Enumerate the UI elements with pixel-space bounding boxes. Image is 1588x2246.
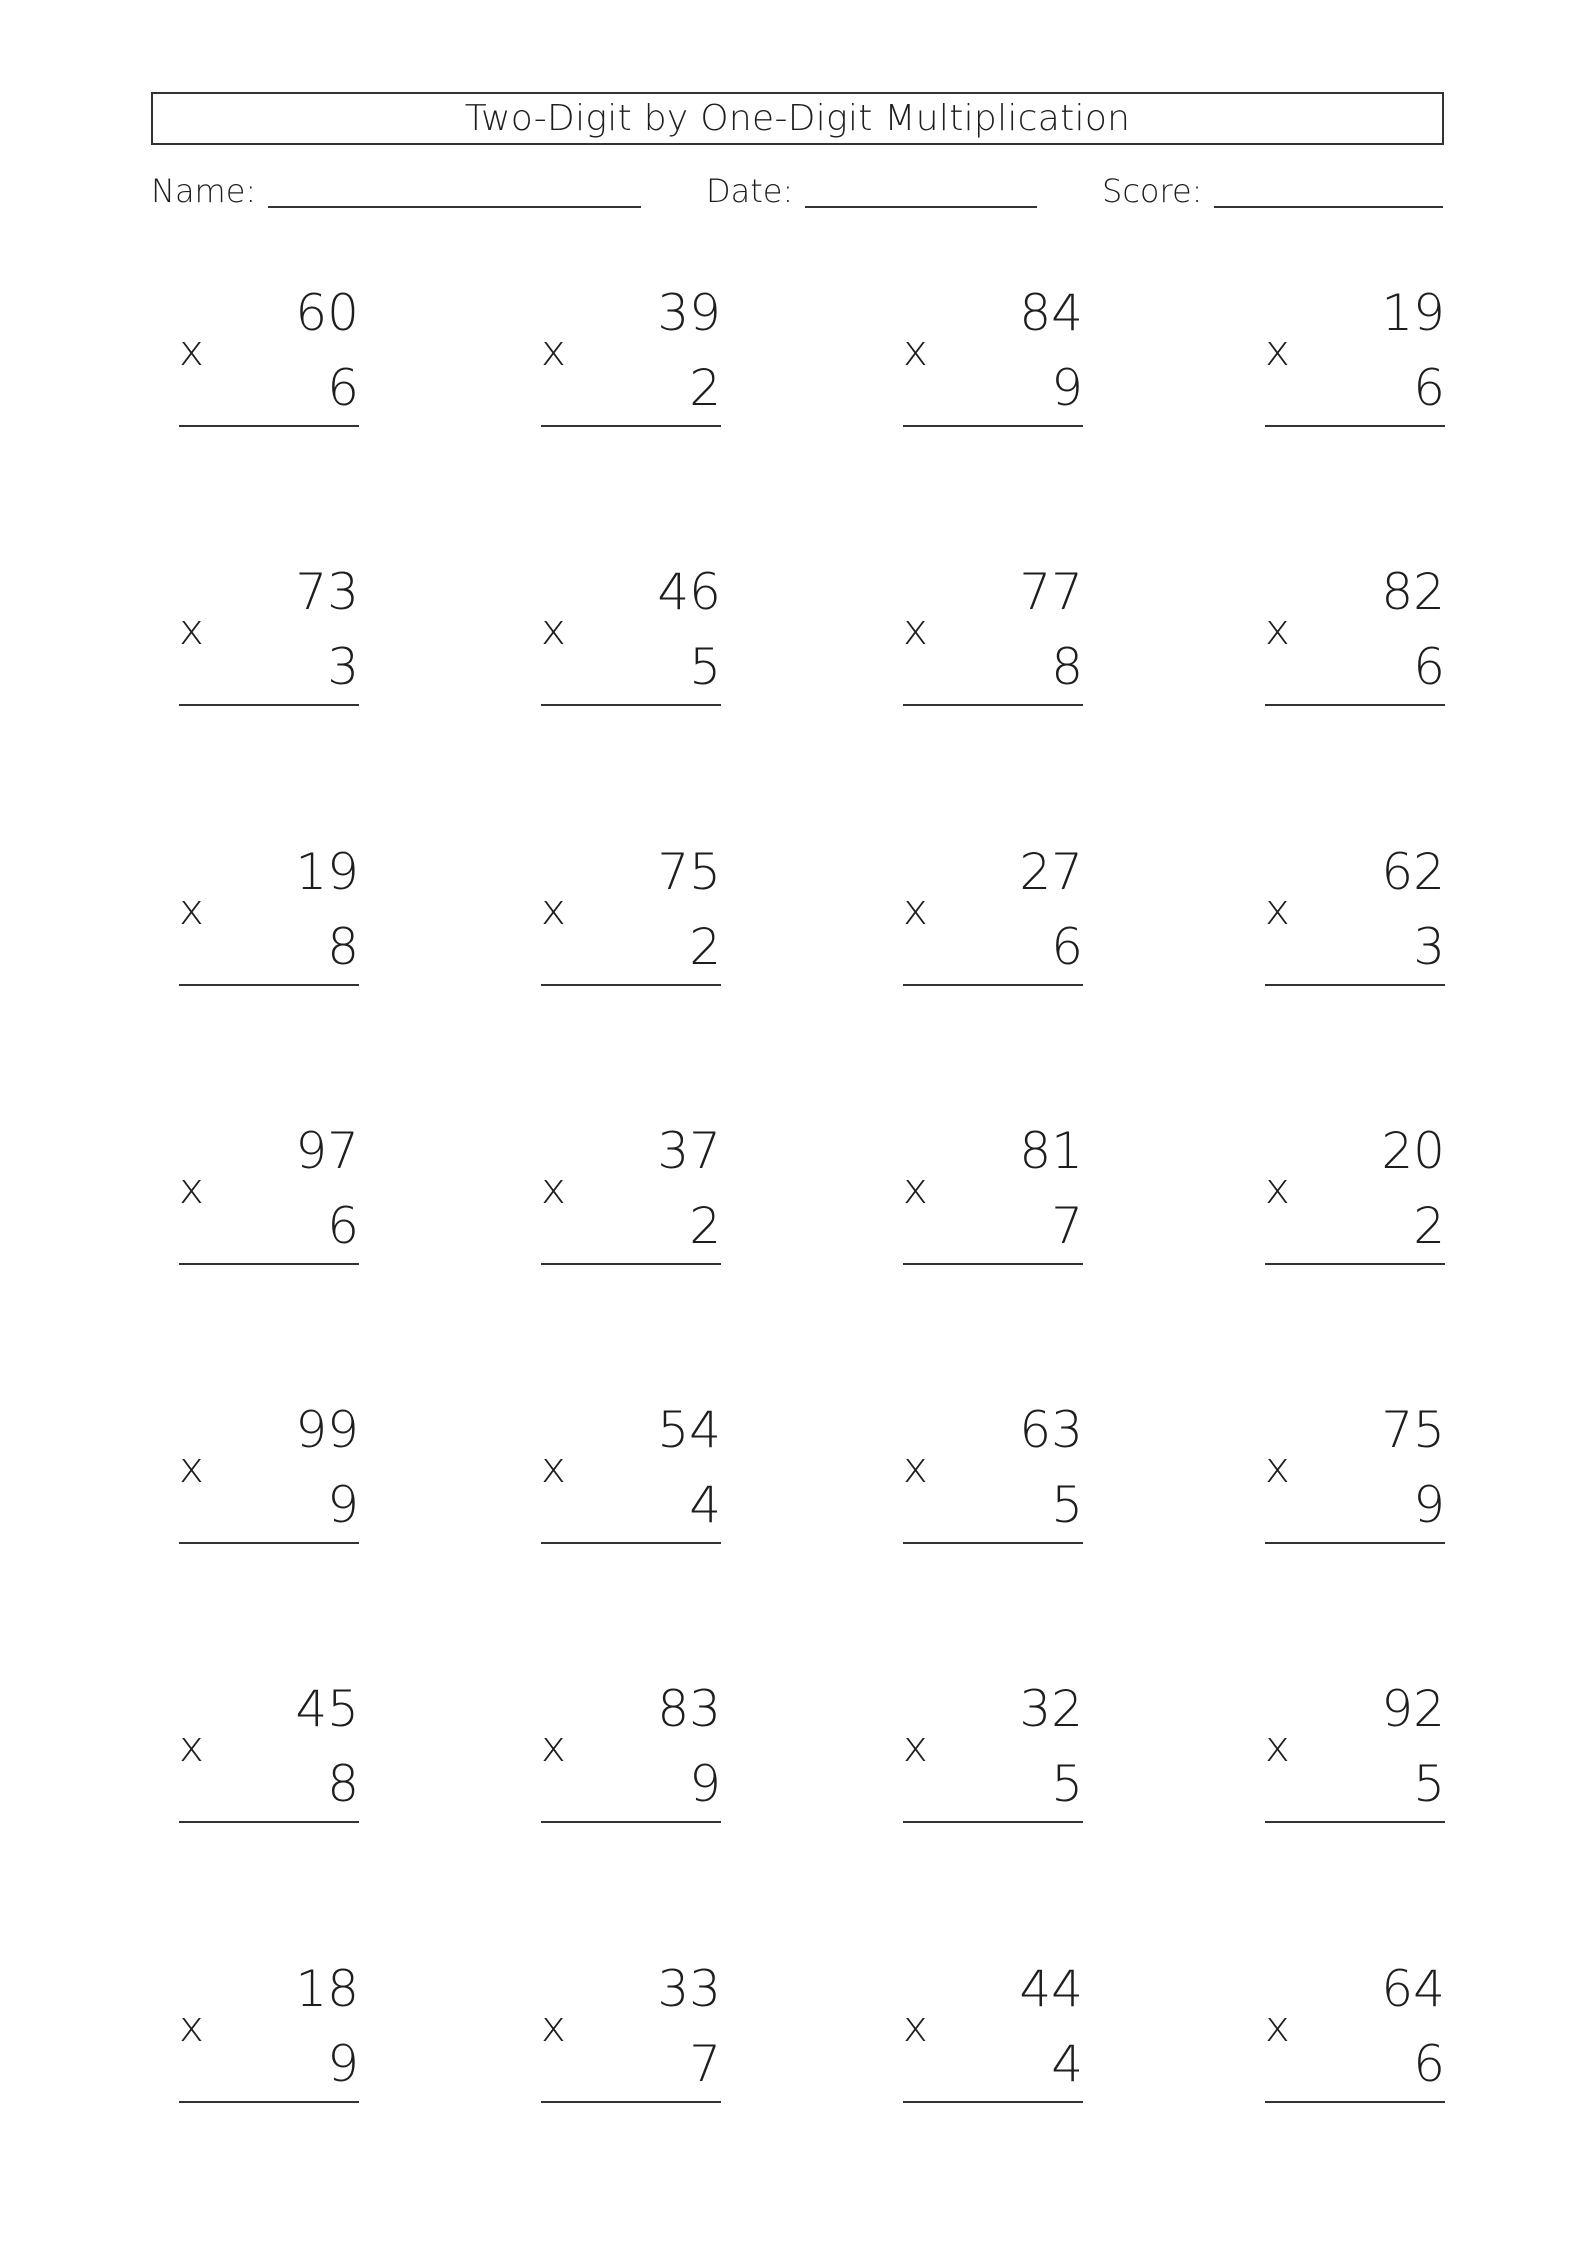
multiplicand: 84 [1019,284,1083,342]
multiplier: 4 [1051,2035,1083,2093]
multiply-sign: x [1265,885,1290,934]
multiplier: 6 [1051,918,1083,976]
answer-line[interactable] [541,1542,721,1544]
answer-line[interactable] [179,1821,359,1823]
multiply-sign: x [541,605,566,654]
problem-4 [1265,283,1445,443]
answer-line[interactable] [903,425,1083,427]
multiplier: 8 [327,918,359,976]
score-label: Score: [1102,172,1203,210]
multiply-sign: x [903,1722,928,1771]
problem-15 [903,1121,1083,1281]
multiply-sign: x [541,885,566,934]
multiplier: 9 [1413,1476,1445,1534]
multiply-sign: x [903,326,928,375]
problem-25 [179,1959,359,2119]
multiplier: 6 [1413,2035,1445,2093]
problem-9 [179,842,359,1002]
multiplier: 9 [327,1476,359,1534]
problem-26 [541,1959,721,2119]
answer-line[interactable] [541,425,721,427]
multiply-sign: x [541,1164,566,1213]
multiplicand: 19 [1381,284,1445,342]
multiplier: 4 [689,1476,721,1534]
problem-23 [903,1679,1083,1839]
multiplier: 6 [327,359,359,417]
multiplicand: 60 [295,284,359,342]
answer-line[interactable] [541,1821,721,1823]
answer-line[interactable] [179,2101,359,2103]
multiply-sign: x [541,1443,566,1492]
multiplicand: 33 [657,1960,721,2018]
multiplier: 5 [1051,1476,1083,1534]
problem-13 [179,1121,359,1281]
problem-17 [179,1400,359,1560]
name-label: Name: [151,172,257,210]
multiply-sign: x [1265,326,1290,375]
multiplier: 9 [1051,359,1083,417]
answer-line[interactable] [541,984,721,986]
multiplier: 9 [327,2035,359,2093]
answer-line[interactable] [1265,704,1445,706]
answer-line[interactable] [541,2101,721,2103]
problem-8 [1265,562,1445,722]
multiply-sign: x [541,1722,566,1771]
multiplicand: 45 [295,1680,359,1738]
problem-14 [541,1121,721,1281]
multiplier: 8 [1051,638,1083,696]
problem-16 [1265,1121,1445,1281]
answer-line[interactable] [1265,984,1445,986]
answer-line[interactable] [179,704,359,706]
multiply-sign: x [179,1722,204,1771]
multiply-sign: x [179,885,204,934]
problem-10 [541,842,721,1002]
multiplicand: 97 [295,1122,359,1180]
answer-line[interactable] [1265,1542,1445,1544]
problem-12 [1265,842,1445,1002]
multiply-sign: x [179,2002,204,2051]
problem-11 [903,842,1083,1002]
problem-18 [541,1400,721,1560]
answer-line[interactable] [179,984,359,986]
multiplicand: 82 [1381,563,1445,621]
answer-line[interactable] [541,704,721,706]
multiplier: 5 [689,638,721,696]
answer-line[interactable] [179,1263,359,1265]
problem-27 [903,1959,1083,2119]
answer-line[interactable] [179,425,359,427]
multiplicand: 81 [1019,1122,1083,1180]
multiplicand: 27 [1019,843,1083,901]
problem-22 [541,1679,721,1839]
multiplicand: 54 [657,1401,721,1459]
multiplicand: 62 [1381,843,1445,901]
multiplier: 3 [327,638,359,696]
multiply-sign: x [179,1164,204,1213]
multiply-sign: x [1265,605,1290,654]
multiplier: 6 [1413,638,1445,696]
answer-line[interactable] [903,1263,1083,1265]
multiplier: 9 [689,1755,721,1813]
multiplicand: 75 [657,843,721,901]
multiplicand: 46 [657,563,721,621]
multiplicand: 18 [295,1960,359,2018]
multiply-sign: x [179,1443,204,1492]
multiplier: 2 [1413,1197,1445,1255]
answer-line[interactable] [1265,1263,1445,1265]
multiplier: 8 [327,1755,359,1813]
multiplicand: 75 [1381,1401,1445,1459]
problem-28 [1265,1959,1445,2119]
multiply-sign: x [903,605,928,654]
answer-line[interactable] [903,1821,1083,1823]
multiply-sign: x [903,1443,928,1492]
multiply-sign: x [1265,1164,1290,1213]
multiplier: 7 [689,2035,721,2093]
answer-line[interactable] [541,1263,721,1265]
answer-line[interactable] [179,1542,359,1544]
problem-6 [541,562,721,722]
problem-2 [541,283,721,443]
answer-line[interactable] [903,2101,1083,2103]
multiplicand: 63 [1019,1401,1083,1459]
multiplicand: 73 [295,563,359,621]
multiplier: 7 [1051,1197,1083,1255]
multiplicand: 83 [657,1680,721,1738]
multiply-sign: x [903,2002,928,2051]
multiply-sign: x [541,2002,566,2051]
problem-7 [903,562,1083,722]
multiply-sign: x [179,605,204,654]
multiplier: 5 [1413,1755,1445,1813]
problem-19 [903,1400,1083,1560]
multiplier: 2 [689,1197,721,1255]
multiplier: 6 [1413,359,1445,417]
multiplier: 6 [327,1197,359,1255]
multiplicand: 77 [1019,563,1083,621]
problem-21 [179,1679,359,1839]
multiply-sign: x [1265,2002,1290,2051]
multiplicand: 92 [1381,1680,1445,1738]
date-label: Date: [706,172,794,210]
answer-line[interactable] [1265,2101,1445,2103]
multiplier: 3 [1413,918,1445,976]
multiply-sign: x [541,326,566,375]
multiply-sign: x [1265,1722,1290,1771]
multiplicand: 32 [1019,1680,1083,1738]
multiplicand: 20 [1381,1122,1445,1180]
answer-line[interactable] [903,704,1083,706]
multiply-sign: x [179,326,204,375]
multiplier: 2 [689,359,721,417]
problem-20 [1265,1400,1445,1560]
multiply-sign: x [903,1164,928,1213]
worksheet-title: Two-Digit by One-Digit Multiplication [151,92,1444,145]
answer-line[interactable] [1265,1821,1445,1823]
answer-line[interactable] [1265,425,1445,427]
problem-1 [179,283,359,443]
multiply-sign: x [1265,1443,1290,1492]
multiplicand: 64 [1381,1960,1445,2018]
answer-line[interactable] [903,1542,1083,1544]
problem-5 [179,562,359,722]
multiplier: 5 [1051,1755,1083,1813]
multiplicand: 39 [657,284,721,342]
problem-24 [1265,1679,1445,1839]
multiplicand: 99 [295,1401,359,1459]
multiplier: 2 [689,918,721,976]
multiply-sign: x [903,885,928,934]
multiplicand: 44 [1019,1960,1083,2018]
multiplicand: 19 [295,843,359,901]
answer-line[interactable] [903,984,1083,986]
problem-3 [903,283,1083,443]
multiplicand: 37 [657,1122,721,1180]
